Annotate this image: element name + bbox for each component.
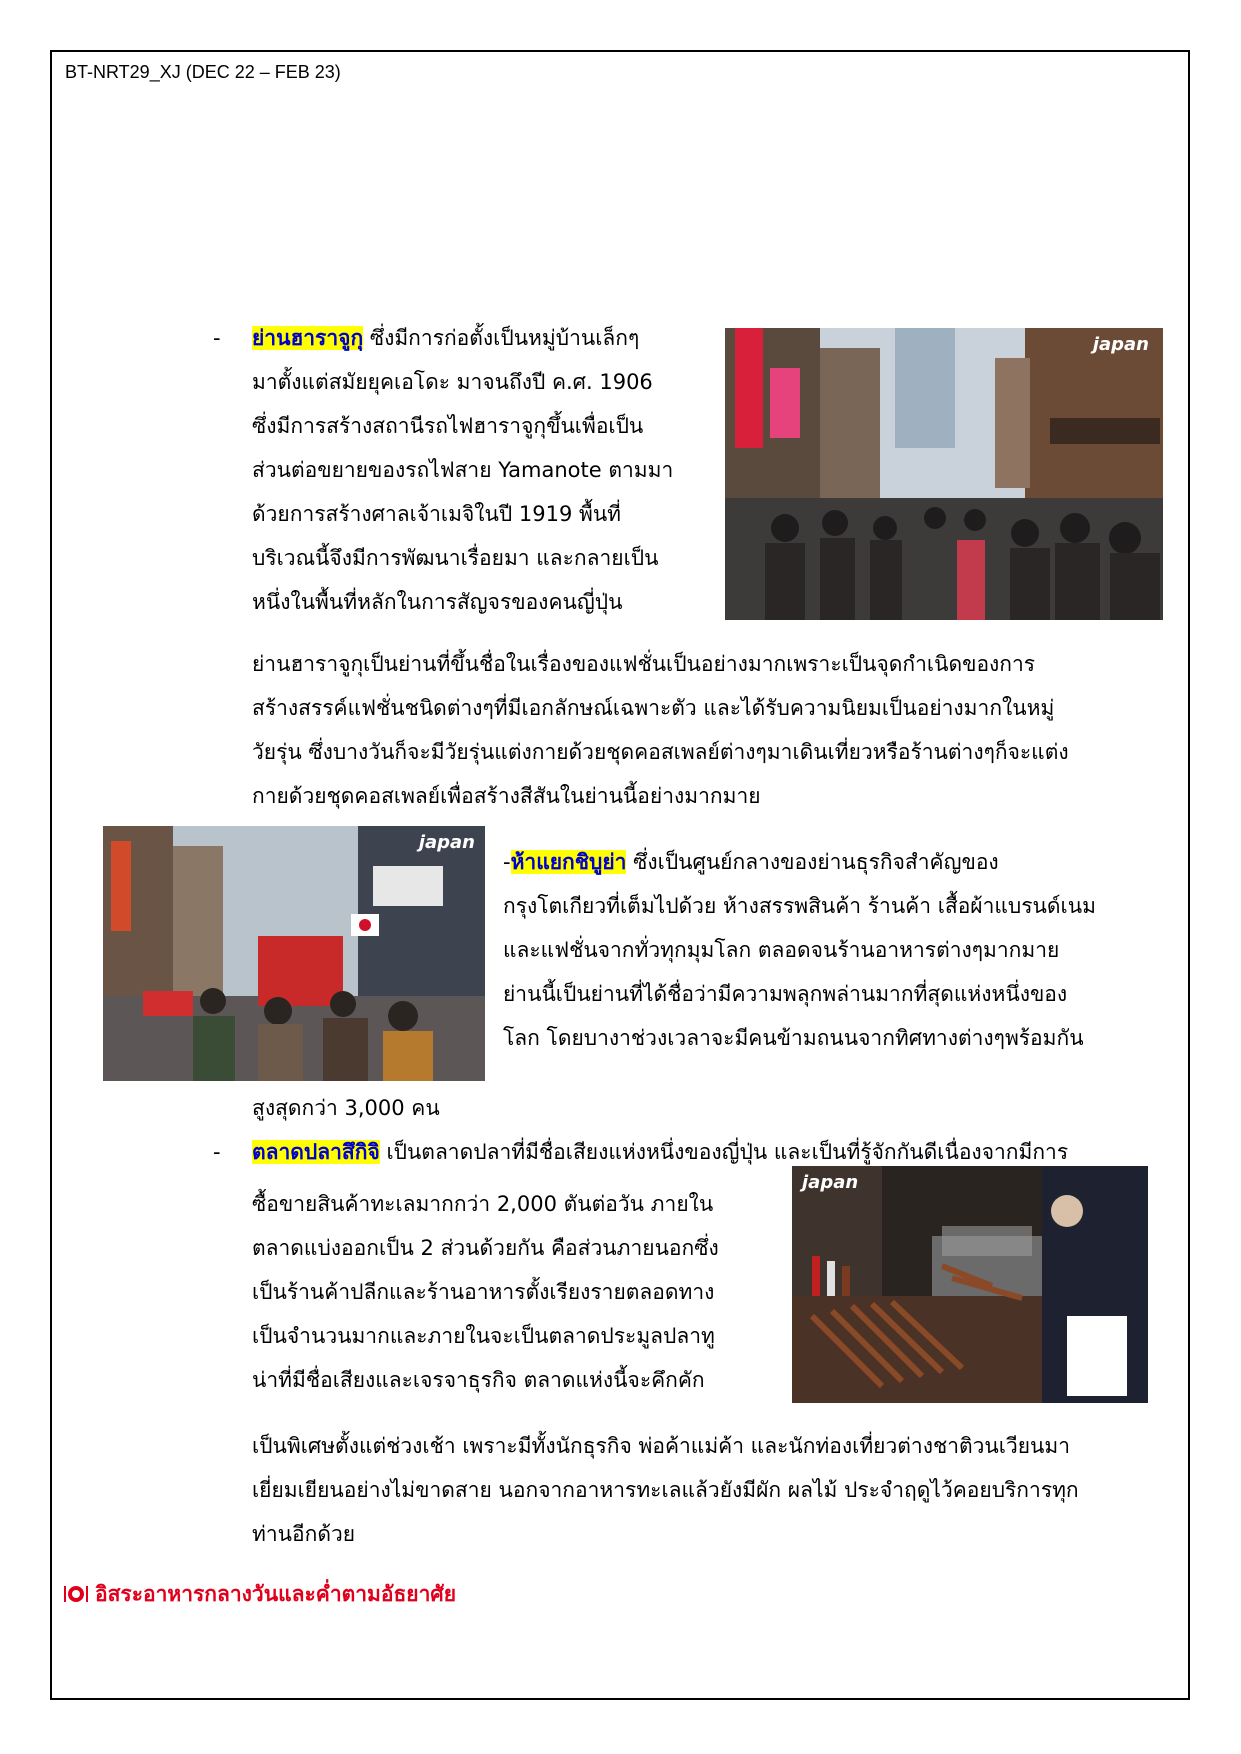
shibuya-intro	[503, 840, 1183, 1060]
meal-note-text: อิสระอาหารกลางวันและค่ำตามอัธยาศัย	[95, 1582, 457, 1606]
harajuku-line: ส่วนต่อขยายของรถไฟสาย Yamanote ตามมา	[252, 458, 674, 482]
harajuku-line: ซึ่งมีการก่อตั้งเป็นหมู่บ้านเล็กๆ	[363, 326, 640, 350]
tsukiji-line: น่าที่มีชื่อเสียงและเจรจาธุรกิจ ตลาดแห่งนี้จะคึกคัก	[252, 1368, 705, 1392]
harajuku-line: มาตั้งแต่สมัยยุคเอโดะ มาจนถึงปี ค.ศ. 1906	[252, 370, 653, 394]
tsukiji-body-line: ท่านอีกด้วย	[252, 1522, 356, 1546]
harajuku-body-line: กายด้วยชุดคอสเพลย์เพื่อสร้างสีสันในย่านนี้อย่างมากมาย	[252, 784, 761, 808]
harajuku-body-line: สร้างสรรค์แฟชั่นชนิดต่างๆที่มีเอกลักษณ์เฉพาะตัว และได้รับความนิยมเป็นอย่างมากในหมู่	[252, 696, 1055, 720]
tsukiji-line: ตลาดแบ่งออกเป็น 2 ส่วนด้วยกัน คือส่วนภายนอกซึ่ง	[252, 1236, 719, 1260]
shibuya-bullet: -	[503, 850, 511, 874]
harajuku-street-photo	[725, 328, 1163, 620]
tsukiji-photo-watermark: japan	[802, 1172, 859, 1193]
tsukiji-grill-photo	[792, 1166, 1148, 1403]
harajuku-intro	[252, 316, 722, 624]
harajuku-line: ซึ่งมีการสร้างสถานีรถไฟฮาราจูกุขึ้นเพื่อเป็น	[252, 414, 644, 438]
tsukiji-line: ซื้อขายสินค้าทะเลมากกว่า 2,000 ตันต่อวัน ภายใน	[252, 1192, 714, 1216]
shibuya-crossing-photo	[103, 826, 485, 1081]
shibuya-line: และแฟชั่นจากทั่วทุกมุมโลก ตลอดจนร้านอาหารต่างๆมากมาย	[503, 938, 1060, 962]
tsukiji-line: เป็นตลาดปลาที่มีชื่อเสียงแห่งหนึ่งของญี่ปุ่น และเป็นที่รู้จักกันดีเนื่องจากมีการ	[379, 1140, 1069, 1164]
plate-cutlery-icon	[63, 1583, 89, 1605]
tsukiji-body-line: เป็นพิเศษตั้งแต่ช่วงเช้า เพราะมีทั้งนักธุรกิจ พ่อค้าแม่ค้า และนักท่องเที่ยวต่างชาติวนเวียนมา	[252, 1434, 1071, 1458]
shibuya-photo-watermark: japan	[418, 832, 475, 853]
shibuya-line: ซึ่งเป็นศูนย์กลางของย่านธุรกิจสำคัญของ	[626, 850, 999, 874]
harajuku-line: หนึ่งในพื้นที่หลักในการสัญจรของคนญี่ปุ่น	[252, 590, 623, 614]
harajuku-bullet: -	[213, 326, 221, 350]
shibuya-last-line: สูงสุดกว่า 3,000 คน	[252, 1096, 440, 1120]
harajuku-photo-watermark: japan	[1092, 334, 1149, 355]
shibuya-title: ห้าแยกชิบูย่า	[510, 850, 627, 874]
tsukiji-intro	[252, 1182, 792, 1402]
harajuku-title: ย่านฮาราจูกุ	[252, 326, 364, 350]
harajuku-body-line: ย่านฮาราจูกุเป็นย่านที่ขึ้นชื่อในเรื่องของแฟชั่นเป็นอย่างมากเพราะเป็นจุดกำเนิดของการ	[252, 652, 1036, 676]
shibuya-line: โลก โดยบางาช่วงเวลาจะมีคนข้ามถนนจากทิศทางต่างๆพร้อมกัน	[503, 1026, 1084, 1050]
tsukiji-body-line: เยี่ยมเยียนอย่างไม่ขาดสาย นอกจากอาหารทะเลแล้วยังมีผัก ผลไม้ ประจำฤดูไว้คอยบริการทุก	[252, 1478, 1079, 1502]
harajuku-body-line: วัยรุ่น ซึ่งบางวันก็จะมีวัยรุ่นแต่งกายด้วยชุดคอสเพลย์ต่างๆมาเดินเที่ยวหรือร้านต่างๆก็จะแต่ง	[252, 740, 1069, 764]
tsukiji-body	[252, 1424, 1182, 1556]
meal-note	[63, 1578, 456, 1611]
shibuya-line: กรุงโตเกียวที่เต็มไปด้วย ห้างสรรพสินค้า ร้านค้า เสื้อผ้าแบรนด์เนม	[503, 894, 1096, 918]
tsukiji-bullet: -	[213, 1140, 221, 1164]
harajuku-line: ด้วยการสร้างศาลเจ้าเมจิในปี 1919 พื้นที่	[252, 502, 622, 526]
tsukiji-title: ตลาดปลาสึกิจิ	[252, 1140, 380, 1164]
harajuku-line: บริเวณนี้จึงมีการพัฒนาเรื่อยมา และกลายเป็น	[252, 546, 659, 570]
document-code: BT-NRT29_XJ (DEC 22 – FEB 23)	[65, 62, 341, 82]
shibuya-line: ย่านนี้เป็นย่านที่ได้ชื่อว่ามีความพลุกพล่านมากที่สุดแห่งหนึ่งของ	[503, 982, 1068, 1006]
tsukiji-line: เป็นร้านค้าปลีกและร้านอาหารตั้งเรียงรายตลอดทาง	[252, 1280, 715, 1304]
harajuku-body	[252, 642, 1182, 818]
tsukiji-line: เป็นจำนวนมากและภายในจะเป็นตลาดประมูลปลาทู	[252, 1324, 715, 1348]
